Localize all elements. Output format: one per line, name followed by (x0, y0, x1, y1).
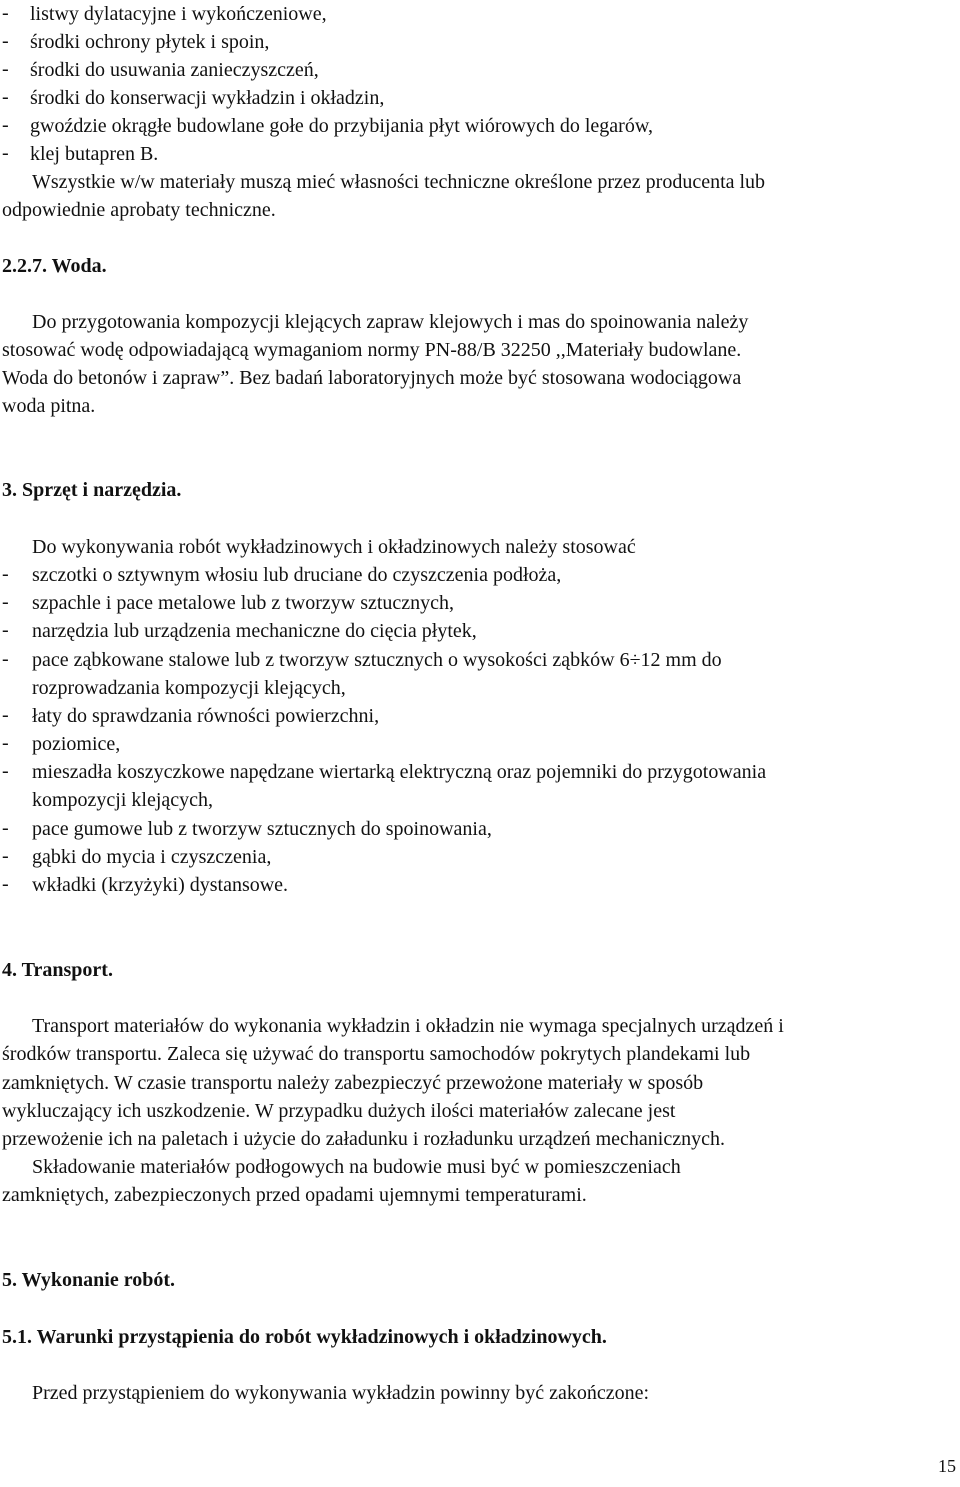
list-dash: - (2, 704, 9, 726)
equipment-item: łaty do sprawdzania równości powierzchni, (32, 705, 380, 727)
list-dash: - (2, 2, 9, 24)
list-dash: - (2, 30, 9, 52)
list-item: gwoździe okrągłe budowlane gołe do przybijania płyt wiórowych do legarów, (30, 115, 653, 137)
list-dash: - (2, 591, 9, 613)
equipment-item: pace ząbkowane stalowe lub z tworzyw sztucznych o wysokości ząbków 6÷12 mm do (32, 649, 722, 671)
equipment-item: mieszadła koszyczkowe napędzane wiertarką elektryczną oraz pojemniki do przygotowania (32, 761, 767, 783)
list-dash: - (2, 845, 9, 867)
water-paragraph: Do przygotowania kompozycji klejących zapraw klejowych i mas do spoinowania należy (32, 311, 749, 333)
equipment-item: szczotki o sztywnym włosiu lub druciane do czyszczenia podłoża, (32, 564, 562, 586)
equipment-intro: Do wykonywania robót wykładzinowych i okładzinowych należy stosować (32, 536, 636, 558)
equipment-item: poziomice, (32, 733, 121, 755)
list-dash: - (2, 114, 9, 136)
materials-note: odpowiednie aprobaty techniczne. (2, 199, 276, 221)
list-dash: - (2, 58, 9, 80)
equipment-item: narzędzia lub urządzenia mechaniczne do cięcia płytek, (32, 620, 477, 642)
transport-paragraph: Transport materiałów do wykonania wykładzin i okładzin nie wymaga specjalnych urządzeń i (32, 1015, 784, 1037)
list-item: klej butapren B. (30, 143, 159, 165)
works-subheading: 5.1. Warunki przystąpienia do robót wykładzinowych i okładzinowych. (2, 1326, 607, 1348)
list-dash: - (2, 142, 9, 164)
works-heading: 5. Wykonanie robót. (2, 1269, 175, 1291)
list-item: środki ochrony płytek i spoin, (30, 31, 270, 53)
transport-paragraph: środków transportu. Zaleca się używać do transportu samochodów pokrytych plandekami lub (2, 1043, 751, 1065)
water-paragraph: woda pitna. (2, 395, 96, 417)
transport-paragraph: zamkniętych, zabezpieczonych przed opadami ujemnymi temperaturami. (2, 1184, 587, 1206)
equipment-item: gąbki do mycia i czyszczenia, (32, 846, 272, 868)
list-dash: - (2, 760, 9, 782)
transport-paragraph: wykluczający ich uszkodzenie. W przypadku dużych ilości materiałów zalecane jest (2, 1100, 676, 1122)
equipment-item: wkładki (krzyżyki) dystansowe. (32, 874, 289, 896)
list-item: listwy dylatacyjne i wykończeniowe, (30, 3, 327, 25)
equipment-item: pace gumowe lub z tworzyw sztucznych do spoinowania, (32, 818, 492, 840)
transport-paragraph: Składowanie materiałów podłogowych na budowie musi być w pomieszczeniach (32, 1156, 681, 1178)
water-paragraph: stosować wodę odpowiadającą wymaganiom normy PN-88/B 32250 ,,Materiały budowlane. (2, 339, 742, 361)
works-intro: Przed przystąpieniem do wykonywania wykładzin powinny być zakończone: (32, 1382, 650, 1404)
equipment-heading: 3. Sprzęt i narzędzia. (2, 479, 182, 501)
materials-note: Wszystkie w/w materiały muszą mieć własności techniczne określone przez producenta lub (32, 171, 766, 193)
equipment-item-continued: kompozycji klejących, (32, 789, 214, 811)
page-number: 15 (938, 1456, 956, 1476)
transport-paragraph: przewożenie ich na paletach i użycie do załadunku i rozładunku urządzeń mechanicznych. (2, 1128, 725, 1150)
list-dash: - (2, 817, 9, 839)
transport-paragraph: zamkniętych. W czasie transportu należy zabezpieczyć przewożone materiały w sposób (2, 1072, 704, 1094)
list-dash: - (2, 86, 9, 108)
list-item: środki do konserwacji wykładzin i okładzin, (30, 87, 385, 109)
transport-heading: 4. Transport. (2, 959, 113, 981)
water-heading: 2.2.7. Woda. (2, 255, 107, 277)
water-paragraph: Woda do betonów i zapraw”. Bez badań laboratoryjnych może być stosowana wodociągowa (2, 367, 742, 389)
equipment-item-continued: rozprowadzania kompozycji klejących, (32, 677, 346, 699)
list-dash: - (2, 563, 9, 585)
list-dash: - (2, 732, 9, 754)
list-dash: - (2, 619, 9, 641)
equipment-item: szpachle i pace metalowe lub z tworzyw sztucznych, (32, 592, 455, 614)
list-dash: - (2, 873, 9, 895)
list-dash: - (2, 648, 9, 670)
list-item: środki do usuwania zanieczyszczeń, (30, 59, 319, 81)
